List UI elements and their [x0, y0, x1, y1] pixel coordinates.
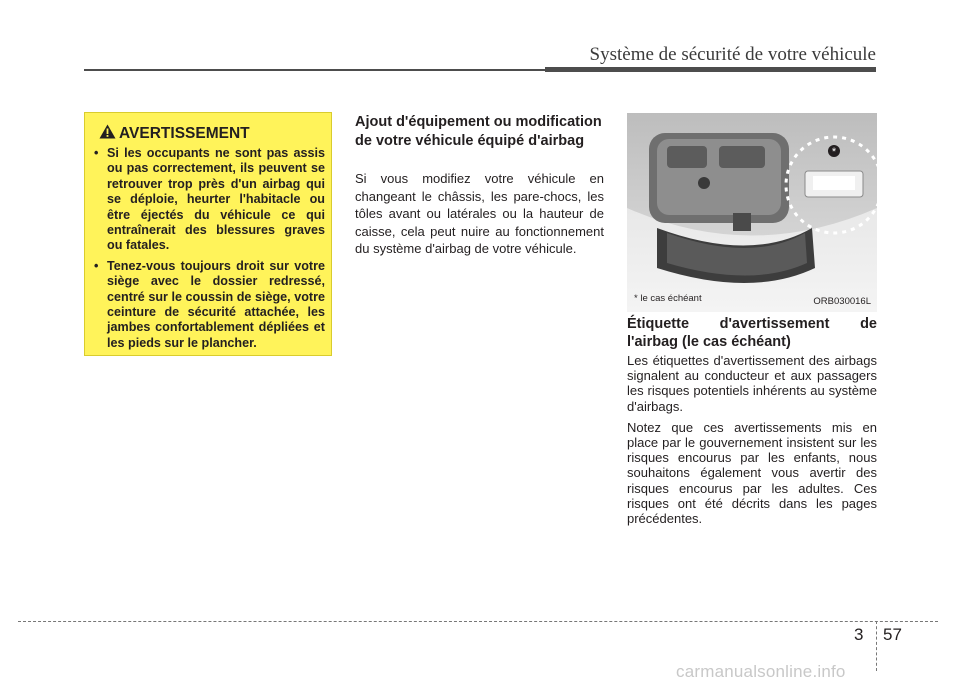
overhead-console-illustration	[627, 113, 877, 312]
footer-divider	[876, 621, 877, 671]
photo-caption: * le cas échéant	[634, 293, 702, 304]
warning-item-text: Si les occupants ne sont pas assis ou pas correctement, ils peuvent se retrouver trop près d'un airbag qui se déploie, heurter l'habitacle ou être éjectés du véhicule ce qui entraînerait des blessures graves ou fatales.	[107, 146, 325, 253]
photo-code: ORB030016L	[813, 296, 871, 307]
warning-triangle-icon	[99, 124, 116, 139]
section-heading: Ajout d'équipement ou modification de votre véhicule équipé d'airbag	[355, 114, 602, 149]
heading-word: de	[860, 316, 877, 332]
paragraph: Les étiquettes d'avertissement des airbags signalent au conducteur et aux passagers les risques potentiels inhérents au système d'airbags.	[627, 353, 877, 414]
section-body: Si vous modifiez votre véhicule en changeant le châssis, les pare-chocs, les tôles avant ou latérales ou la hauteur de caisse, cela peut nuire au fonctionnement du système d'airbag de votre véhicule.	[355, 171, 604, 256]
bullet: •	[94, 146, 99, 160]
heading-word: d'avertissement	[719, 316, 830, 332]
paragraph: Notez que ces avertissements mis en place par le gouvernement insistent sur les risques encourus par les enfants, nous souhaitons également vous avertir des risques encourus par les adultes. Ces risques ont été décrits dans les pages précédentes.	[627, 419, 877, 527]
section-heading	[627, 315, 877, 351]
photo-marker: *	[831, 146, 837, 158]
warning-item	[93, 259, 325, 351]
warning-item-text: Tenez-vous toujours droit sur votre siège avec le dossier redressé, centré sur le coussin de siège, votre ceinture de sécurité attachée, les jambes confortablement dépliées et les pieds sur le plancher.	[107, 258, 325, 350]
header-rule-accent	[545, 67, 876, 72]
warning-title: AVERTISSEMENT	[119, 125, 250, 142]
section-body	[627, 353, 877, 532]
bullet: •	[94, 258, 99, 273]
warning-box	[84, 112, 332, 356]
page-header-title: Système de sécurité de votre véhicule	[589, 44, 876, 65]
footer-rule	[18, 621, 938, 622]
page-number: 57	[883, 625, 902, 644]
overhead-console-photo	[627, 113, 877, 312]
warning-list	[93, 146, 325, 356]
heading-line: l'airbag (le cas échéant)	[627, 334, 791, 350]
warning-item	[93, 146, 325, 254]
section-number: 3	[854, 625, 864, 644]
watermark: carmanualsonline.info	[676, 662, 846, 681]
heading-word: Étiquette	[627, 316, 690, 332]
